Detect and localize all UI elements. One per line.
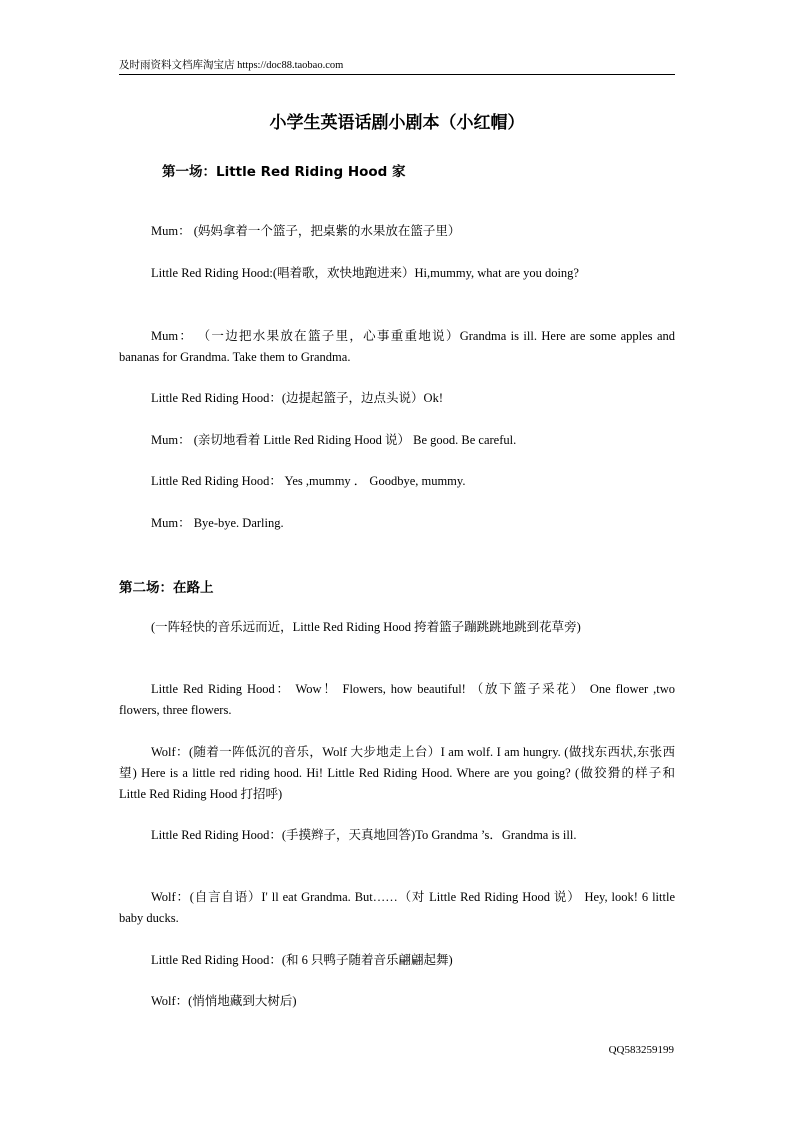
scene-1-heading: 第一场：Little Red Riding Hood 家 bbox=[162, 164, 406, 180]
document-title: 小学生英语话剧小剧本（小红帽） bbox=[269, 113, 525, 133]
script-line: Mum： （一边把水果放在篮子里，心事重重地说）Grandma is ill. Here are some apples and bananas for Grandma. Take them to Grandma. bbox=[119, 329, 675, 364]
script-line: Mum： Bye-bye. Darling. bbox=[151, 516, 284, 530]
script-line: Mum： (亲切地看着 Little Red Riding Hood 说） Be good. Be careful. bbox=[151, 433, 517, 447]
script-line: Little Red Riding Hood：(和 6 只鸭子随着音乐翩翩起舞) bbox=[151, 953, 453, 967]
page-header: 及时雨资料文档库淘宝店 https://doc88.taobao.com bbox=[119, 58, 675, 75]
scene-2-heading: 第二场：在路上 bbox=[119, 580, 214, 596]
script-line: Little Red Riding Hood：(手摸辫子，天真地回答)To Grandma ’s．Grandma is ill. bbox=[151, 828, 577, 842]
script-line: (一阵轻快的音乐远而近，Little Red Riding Hood 挎着篮子蹦跳跳地跳到花草旁) bbox=[151, 620, 581, 634]
script-line: Little Red Riding Hood：(边提起篮子，边点头说）Ok! bbox=[151, 391, 443, 405]
script-line: Little Red Riding Hood： Yes ,mummy ． Goodbye, mummy. bbox=[151, 474, 466, 488]
page-footer: QQ583259199 bbox=[608, 1044, 674, 1056]
script-line: Wolf：(自言自语）I' ll eat Grandma. But……（对 Little Red Riding Hood 说） Hey, look! 6 little baby ducks. bbox=[119, 890, 675, 925]
script-line: Mum： (妈妈拿着一个篮子，把桌紫的水果放在篮子里） bbox=[151, 224, 461, 238]
script-line: Little Red Riding Hood： Wow！ Flowers, how beautiful! （放下篮子采花） One flower ,two flowers, three flowers. bbox=[119, 682, 675, 717]
script-line: Little Red Riding Hood:(唱着歌，欢快地跑进来）Hi,mummy, what are you doing? bbox=[151, 266, 579, 280]
script-line: Wolf：(随着一阵低沉的音乐，Wolf 大步地走上台）I am wolf. I am hungry. (做找东西状,东张西望) Here is a little red riding hood. Hi! Little Red Riding Hood. Where are you going? (做狡猾的样子和 Little Red Riding Hood 打招呼) bbox=[119, 745, 675, 801]
script-line: Wolf：(悄悄地藏到大树后) bbox=[151, 994, 297, 1008]
